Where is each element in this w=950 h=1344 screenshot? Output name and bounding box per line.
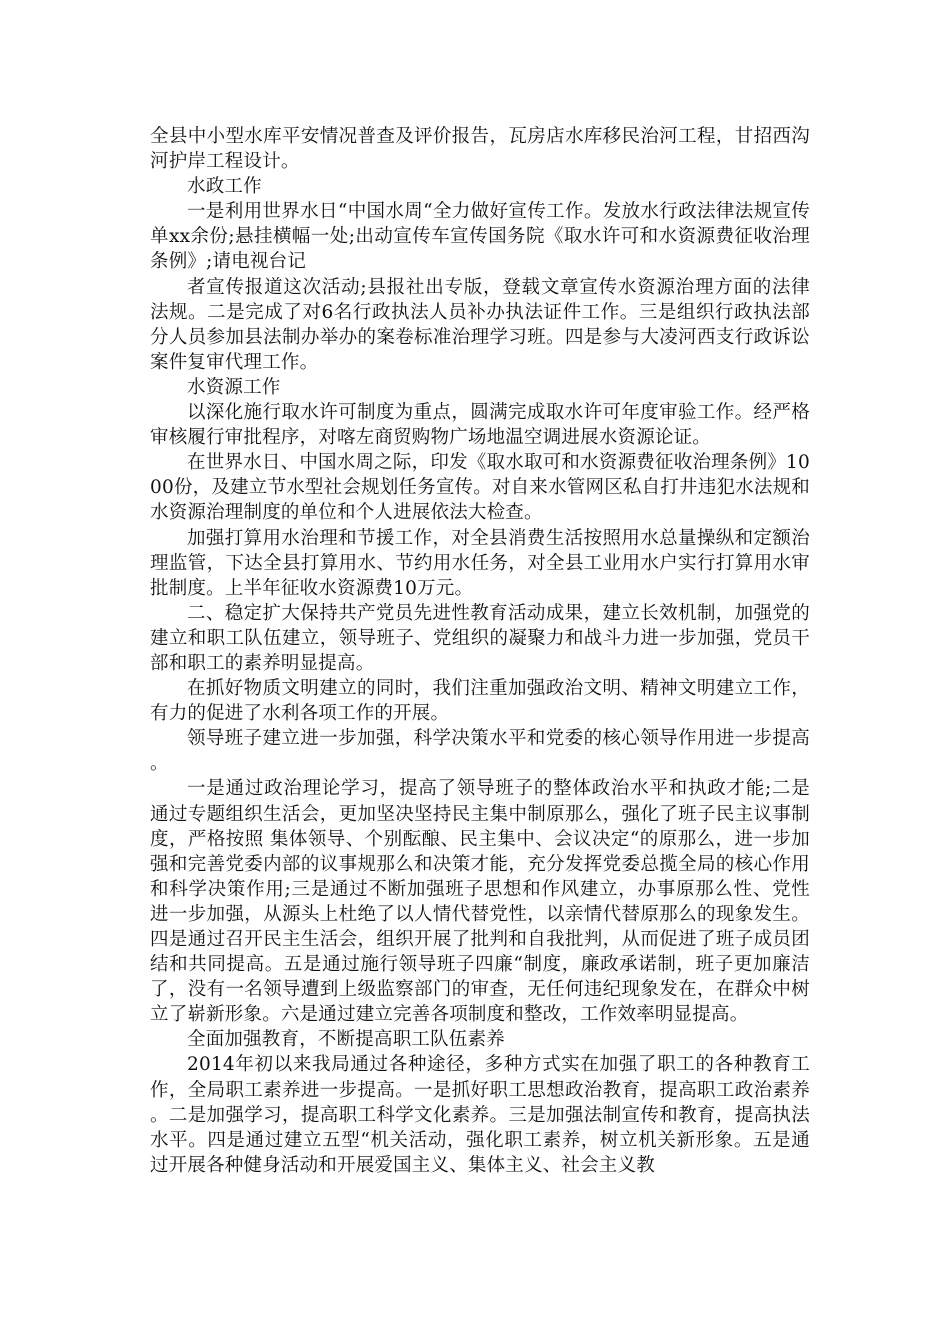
paragraph-10: 在抓好物质文明建立的同时，我们注重加强政治文明、精神文明建立工作，有力的促进了水利各项工作的开展。 [150, 678, 810, 725]
paragraph-7: 在世界水日、中国水周之际，印发《取水取可和水资源费征收治理条例》1000份，及建立节水型社会规划任务宣传。对自来水管网区私自打井违犯水法规和水资源治理制度的单位和个人进展依法大检查。 [150, 452, 810, 524]
document-body [150, 124, 810, 1178]
paragraph-4: 者宣传报道这次活动;县报社出专版，登载文章宣传水资源治理方面的法律法规。二是完成了对6名行政执法人员补办执法证件工作。三是组织行政执法部分人员参加县法制办举办的案卷标准治理学习班。四是参与大凌河西支行政诉讼案件复审代理工作。 [150, 276, 810, 373]
paragraph-14: 2014年初以来我局通过各种途径，多种方式实在加强了职工的各种教育工作，全局职工素养进一步提高。一是抓好职工思想政治教育，提高职工政治素养。二是加强学习，提高职工科学文化素养。三是加强法制宣传和教育，提高执法水平。四是通过建立五型“机关活动，强化职工素养，树立机关新形象。五是通过开展各种健身活动和开展爱国主义、集体主义、社会主义教 [150, 1054, 810, 1176]
paragraph-11: 领导班子建立进一步加强，科学决策水平和党委的核心领导作用进一步提高。 [150, 728, 810, 775]
paragraph-8: 加强打算用水治理和节援工作，对全县消费生活按照用水总量操纵和定额治理监管，下达全县打算用水、节约用水任务，对全县工业用水户实行打算用水审批制度。上半年征收水资源费10万元。 [150, 527, 810, 599]
paragraph-6: 以深化施行取水许可制度为重点，圆满完成取水许可年度审验工作。经严格审核履行审批程序，对喀左商贸购物广场地温空调进展水资源论证。 [150, 402, 810, 449]
section-heading-water-resources: 水资源工作 [187, 376, 281, 398]
section-heading-staff-education: 全面加强教育，不断提高职工队伍素养 [187, 1029, 505, 1051]
section-heading-water-administration: 水政工作 [187, 176, 262, 198]
paragraph-9: 二、稳定扩大保持共产党员先进性教育活动成果，建立长效机制，加强党的建立和职工队伍建立，领导班子、党组织的凝聚力和战斗力进一步加强，党员干部和职工的素养明显提高。 [150, 602, 810, 674]
paragraph-12: 一是通过政治理论学习，提高了领导班子的整体政治水平和执政才能;二是通过专题组织生活会，更加坚决坚持民主集中制原那么，强化了班子民主议事制度，严格按照 集体领导、个别酝酿、民主集中、会议决定“的原那么，进一步加强和完善党委内部的议事规那么和决策才能，充分发挥党委总揽全局的核心作用和科学决策作用;三是通过不断加强班子思想和作风建立，办事原那么性、党性进一步加强，从源头上杜绝了以人情代替党性，以亲情代替原那么的现象发生。四是通过召开民主生活会，组织开展了批判和自我批判，从而促进了班子成员团结和共同提高。五是通过施行领导班子四廉“制度，廉政承诺制，班子更加廉洁了，没有一名领导遭到上级监察部门的审查，无任何违纪现象发在，在群众中树立了崭新形象。六是通过建立完善各项制度和整改，工作效率明显提高。 [150, 778, 810, 1026]
paragraph-1: 全县中小型水库平安情况普查及评价报告，瓦房店水库移民治河工程，甘招西沟河护岸工程设计。 [150, 126, 810, 173]
paragraph-3: 一是利用世界水日“中国水周“全力做好宣传工作。发放水行政法律法规宣传单xx余份;悬挂横幅一处;出动宣传车宣传国务院《取水许可和水资源费征收治理条例》;请电视台记 [150, 201, 810, 273]
